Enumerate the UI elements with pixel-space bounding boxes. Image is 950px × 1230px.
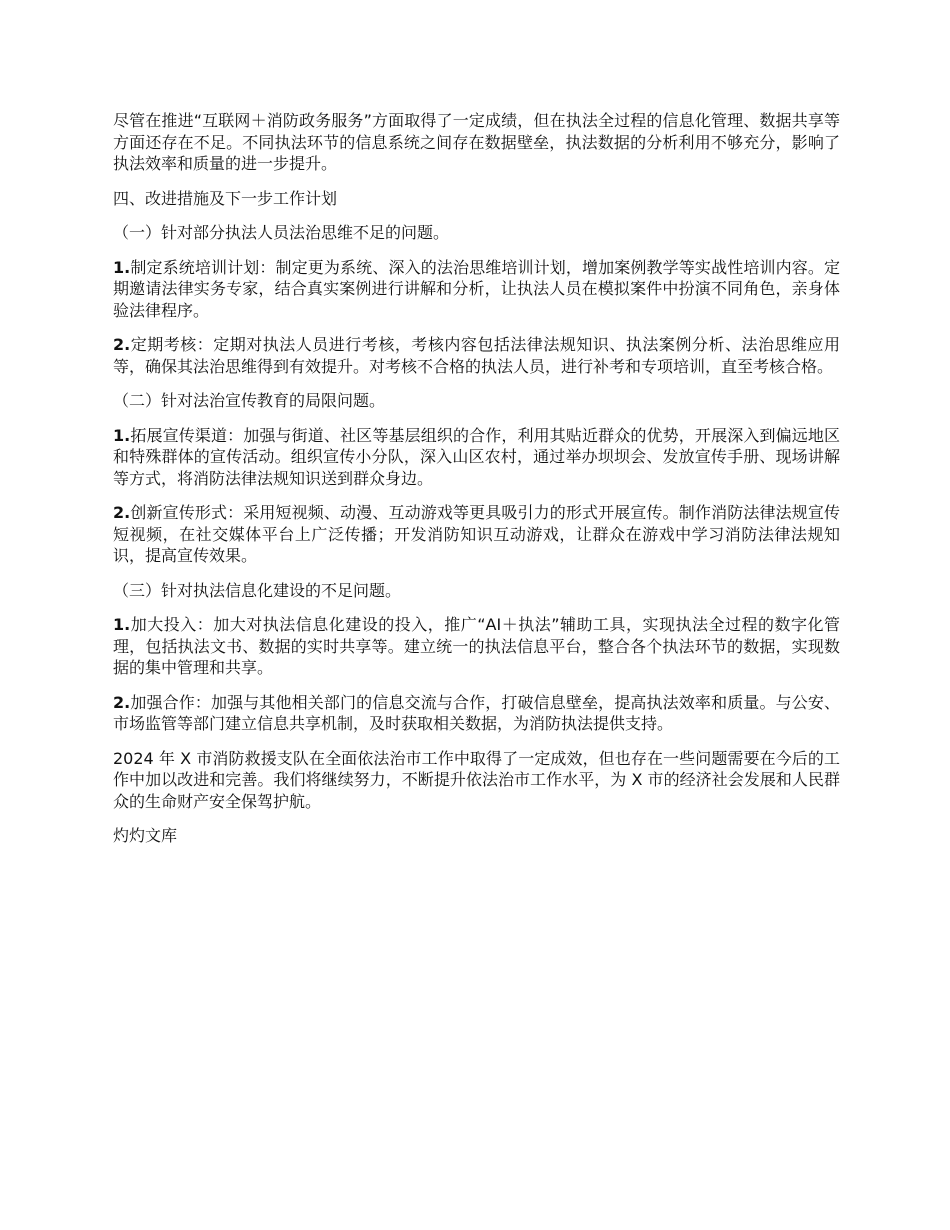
heading-text: （一）针对部分执法人员法治思维不足的问题。: [113, 223, 450, 242]
item-text: 制定系统培训计划：制定更为系统、深入的法治思维培训计划，增加案例教学等实战性培训内容。定期邀请法律实务专家，结合真实案例进行讲解和分析，让执法人员在模拟案件中扮演不同角色，亲身体验法律程序。: [113, 257, 840, 320]
heading-text: （三）针对执法信息化建设的不足问题。: [113, 580, 402, 600]
brand-text: 灼灼文库: [113, 826, 178, 845]
paragraph-intro: [113, 110, 840, 175]
subsection-heading-1: [113, 222, 840, 244]
paragraph-text: 2024 年 X 市消防救援支队在全面依法治市工作中取得了一定成效，但也存在一些问题需要在今后的工作中加以改进和完善。我们将继续努力，不断提升依法治市工作水平，为 X 市的经济社会发展和人民群众的生命财产安全保驾护航。: [113, 748, 840, 811]
item-number: 1.: [113, 425, 131, 445]
heading-text: （二）针对法治宣传教育的局限问题。: [113, 391, 386, 410]
list-item: [113, 692, 840, 735]
subsection-heading-3: [113, 580, 840, 602]
heading-text: 四、改进措施及下一步工作计划: [113, 188, 338, 208]
item-text: 加强合作：加强与其他相关部门的信息交流与合作，打破信息壁垒，提高执法效率和质量。与公安、市场监管等部门建立信息共享机制，及时获取相关数据，为消防执法提供支持。: [113, 692, 840, 733]
item-text: 定期考核：定期对执法人员进行考核，考核内容包括法律法规知识、执法案例分析、法治思维应用等，确保其法治思维得到有效提升。对考核不合格的执法人员，进行补考和专项培训，直至考核合格。: [113, 335, 840, 376]
document-page: [113, 110, 840, 860]
item-text: 加大投入：加大对执法信息化建设的投入，推广“AI＋执法”辅助工具，实现执法全过程的数字化管理，包括执法文书、数据的实时共享等。建立统一的执法信息平台，整合各个执法环节的数据，实现数据的集中管理和共享。: [113, 615, 840, 677]
paragraph-text: 尽管在推进“互联网＋消防政务服务”方面取得了一定成绩，但在执法全过程的信息化管理、数据共享等方面还存在不足。不同执法环节的信息系统之间存在数据壁垒，执法数据的分析利用不够充分，影响了执法效率和质量的进一步提升。: [113, 111, 840, 173]
list-item: [113, 257, 840, 322]
paragraph-conclusion: [113, 748, 840, 813]
item-text: 拓展宣传渠道：加强与街道、社区等基层组织的合作，利用其贴近群众的优势，开展深入到偏远地区和特殊群体的宣传活动。组织宣传小分队，深入山区农村，通过举办坝坝会、发放宣传手册、现场讲解等方式，将消防法律法规知识送到群众身边。: [113, 425, 840, 488]
item-text: 创新宣传形式：采用短视频、动漫、互动游戏等更具吸引力的形式开展宣传。制作消防法律法规宣传短视频，在社交媒体平台上广泛传播；开发消防知识互动游戏，让群众在游戏中学习消防法律法规知识，提高宣传效果。: [113, 503, 840, 565]
footer-brand: [113, 825, 840, 847]
item-number: 2.: [113, 692, 131, 712]
list-item: [113, 502, 840, 567]
list-item: [113, 425, 840, 490]
item-number: 1.: [113, 257, 131, 277]
list-item: [113, 614, 840, 679]
item-number: 1.: [113, 615, 131, 634]
subsection-heading-2: [113, 390, 840, 412]
section-heading-4: [113, 188, 840, 210]
item-number: 2.: [113, 335, 131, 354]
list-item: [113, 334, 840, 377]
item-number: 2.: [113, 503, 131, 522]
